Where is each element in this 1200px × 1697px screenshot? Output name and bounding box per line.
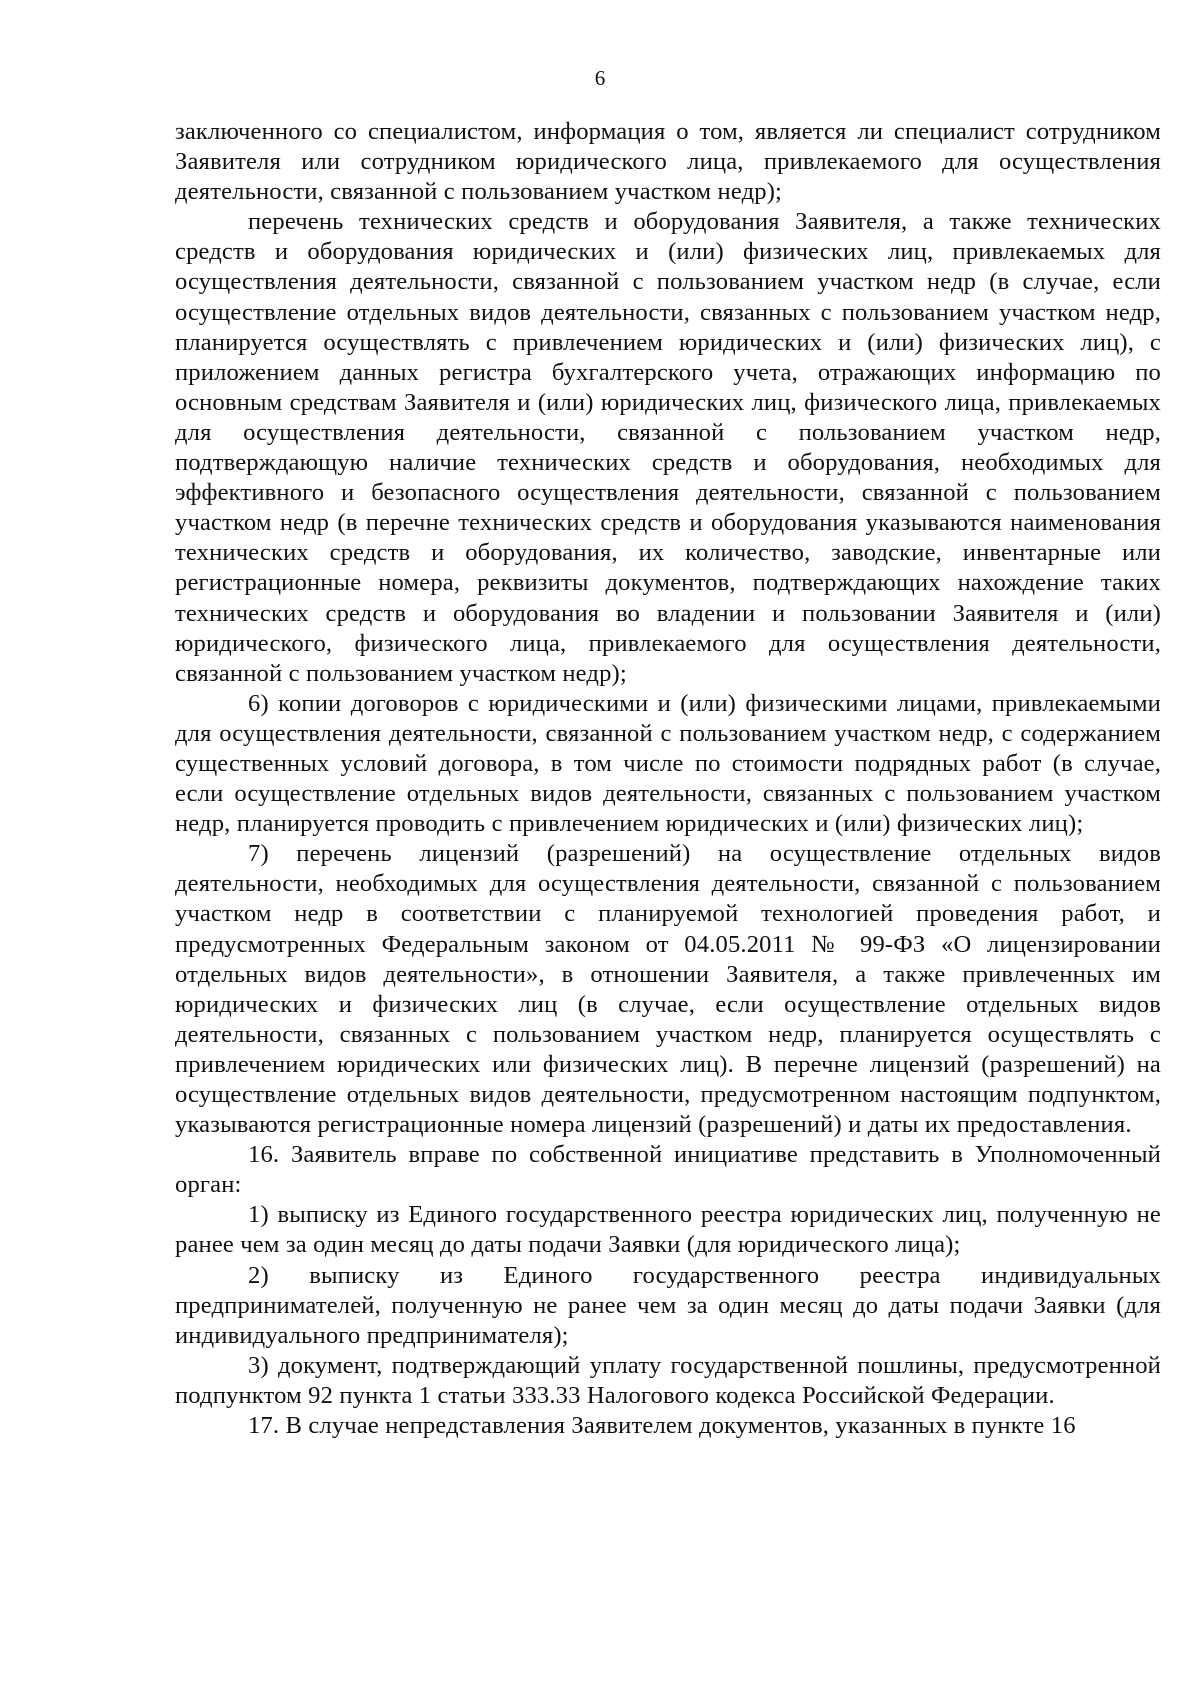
paragraph-clause-16-item-1: 1) выписку из Единого государственного реестра юридических лиц, полученную не ранее чем за один месяц до даты подачи Заявки (для юридического лица); (175, 1201, 1161, 1259)
paragraph-equipment-list: перечень технических средств и оборудования Заявителя, а также технических средств и оборудования юридических и (или) физических лиц, привлекаемых для осуществления деятельности, связанной с пользованием участком недр (в случае, если осуществление отдельных видов деятельности, связанных с пользованием участком недр, планируется осуществлять с привлечением юридических и (или) физических лиц), с приложением данных регистра бухгалтерского учета, отражающих информацию по основным средствам Заявителя и (или) юридических лиц, физического лица, привлекаемых для осуществления деятельности, связанной с пользованием участком недр, подтверждающую наличие технических средств и оборудования, необходимых для эффективного и безопасного осуществления деятельности, связанной с пользованием участком недр (в перечне технических средств и оборудования указываются наименования технических средств и оборудования, их количество, заводские, инвентарные или регистрационные номера, реквизиты документов, подтверждающих нахождение таких технических средств и оборудования во владении и пользовании Заявителя и (или) юридического, физического лица, привлекаемого для осуществления деятельности, связанной с пользованием участком недр); (175, 208, 1161, 687)
paragraph-continuation: заключенного со специалистом, информация о том, является ли специалист сотрудником Заявителя или сотрудником юридического лица, привлекаемого для осуществления деятельности, связанной с пользованием участком недр); (175, 118, 1161, 206)
paragraph-clause-16: 16. Заявитель вправе по собственной инициативе представить в Уполномоченный орган: (175, 1141, 1161, 1199)
paragraph-clause-17: 17. В случае непредставления Заявителем документов, указанных в пункте 16 (248, 1412, 1076, 1440)
paragraph-item-7: 7) перечень лицензий (разрешений) на осуществление отдельных видов деятельности, необходимых для осуществления деятельности, связанной с пользованием участком недр в соответствии с планируемой технологией проведения работ, и предусмотренных Федеральным законом от 04.05.2011 № 99-ФЗ «О лицензировании отдельных видов деятельности», в отношении Заявителя, а также привлеченных им юридических и физических лиц (в случае, если осуществление отдельных видов деятельности, связанных с пользованием участком недр, планируется осуществлять с привлечением юридических или физических лиц). В перечне лицензий (разрешений) на осуществление отдельных видов деятельности, предусмотренном настоящим подпунктом, указываются регистрационные номера лицензий (разрешений) и даты их предоставления. (175, 840, 1161, 1139)
paragraph-clause-16-item-2: 2) выписку из Единого государственного реестра индивидуальных предпринимателей, полученную не ранее чем за один месяц до даты подачи Заявки (для индивидуального предпринимателя); (175, 1261, 1161, 1349)
page-number: 6 (594, 66, 606, 90)
paragraph-clause-16-item-3: 3) документ, подтверждающий уплату государственной пошлины, предусмотренной подпунктом 92 пункта 1 статьи 333.33 Налогового кодекса Российской Федерации. (175, 1351, 1161, 1409)
document-body (175, 117, 1161, 1441)
paragraph-item-6: 6) копии договоров с юридическими и (или) физическими лицами, привлекаемыми для осуществления деятельности, связанной с пользованием участком недр, с содержанием существенных условий договора, в том числе по стоимости подрядных работ (в случае, если осуществление отдельных видов деятельности, связанных с пользованием участком недр, планируется проводить с привлечением юридических и (или) физических лиц); (175, 689, 1161, 838)
